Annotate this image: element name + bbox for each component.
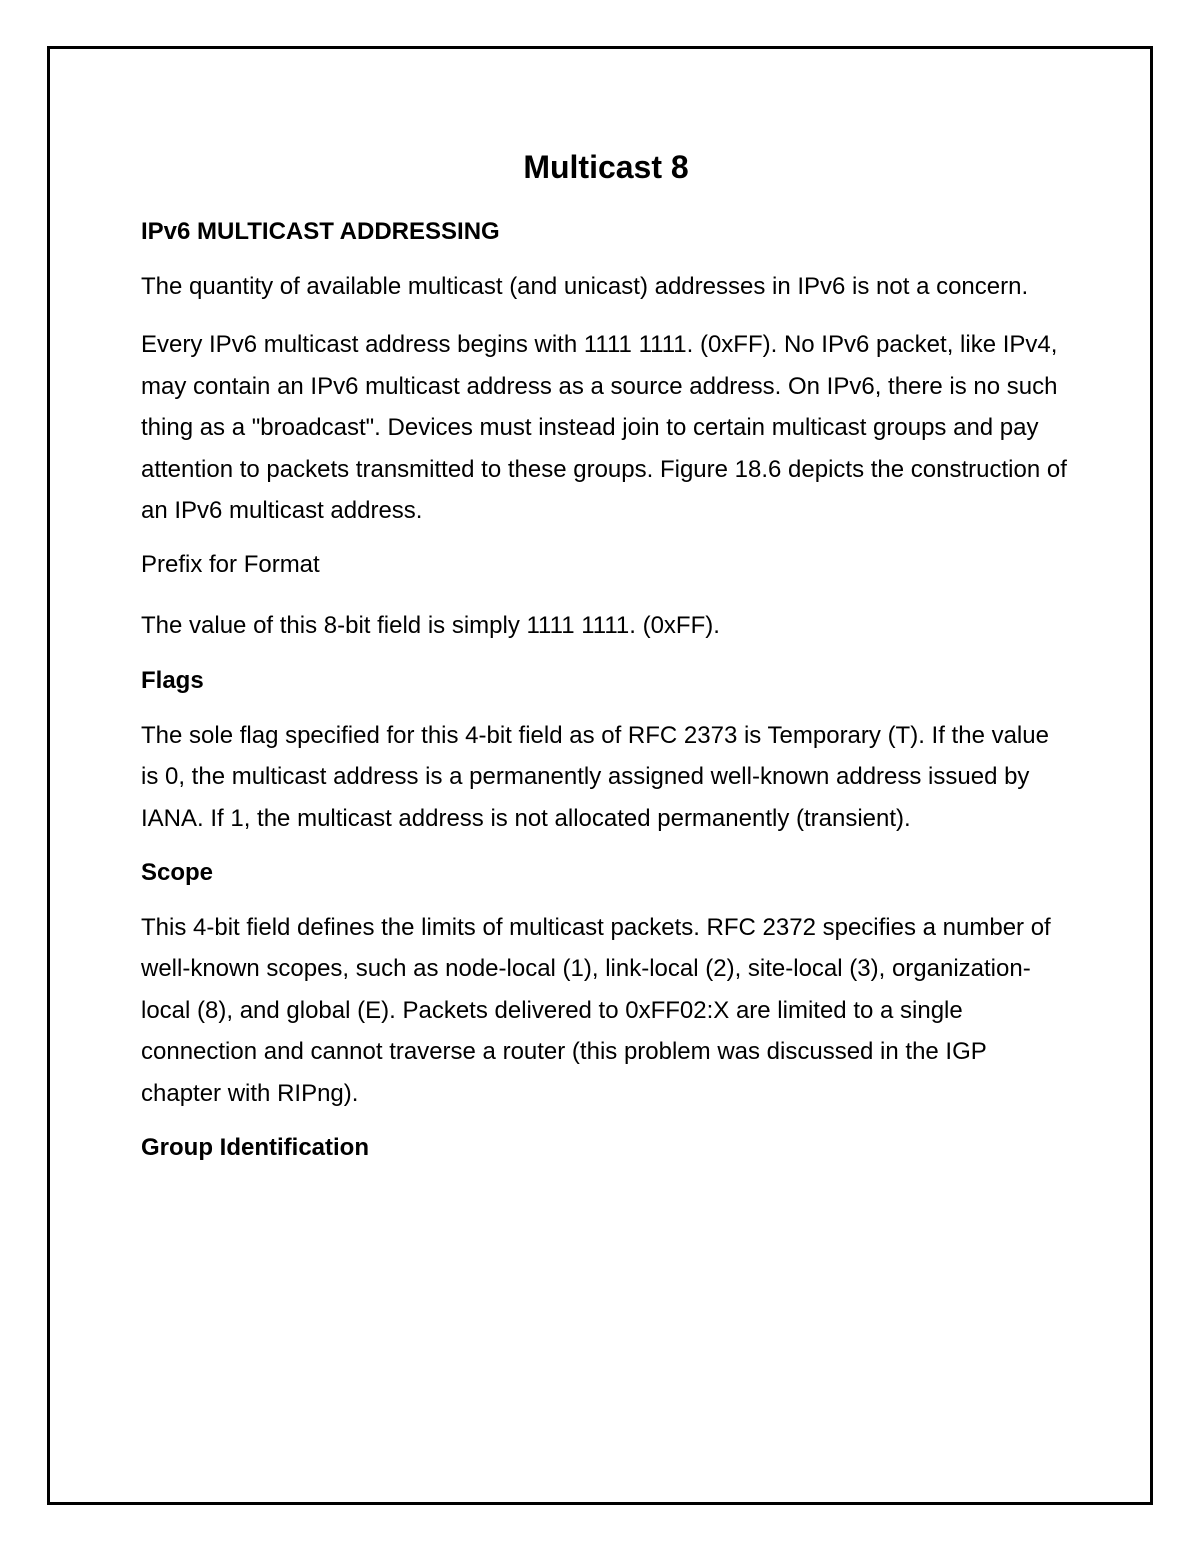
- multicast-address-paragraph: Every IPv6 multicast address begins with 1111 1111. (0xFF). No IPv6 packet, like IPv4, may contain an IPv6 multicast address as a source address. On IPv6, there is no such thing as a "broadcast". Devices must instead join to certain multicast groups and pay attention to packets transmitted to these groups. Figure 18.6 depicts the construction of an IPv6 multicast address.: [141, 331, 1067, 525]
- group-identification-heading: Group Identification: [141, 1134, 369, 1162]
- page-title: Multicast 8: [523, 149, 689, 185]
- section-heading: IPv6 MULTICAST ADDRESSING: [141, 218, 500, 245]
- intro-paragraph: The quantity of available multicast (and unicast) addresses in IPv6 is not a concern.: [141, 273, 1029, 300]
- prefix-format-paragraph: The value of this 8-bit field is simply 1111 1111. (0xFF).: [141, 612, 720, 640]
- scope-heading: Scope: [141, 859, 214, 887]
- flags-paragraph: The sole flag specified for this 4-bit field as of RFC 2373 is Temporary (T). If the value is 0, the multicast address is a permanently assigned well-known address issued by IANA. If 1, the multicast address is not allocated permanently (transient).: [141, 721, 1049, 832]
- prefix-format-label: Prefix for Format: [141, 551, 320, 579]
- scope-paragraph: This 4-bit field defines the limits of multicast packets. RFC 2372 specifies a number of well-known scopes, such as node-local (1), link-local (2), site-local (3), organization-local (8), and global (E). Packets delivered to 0xFF02:X are limited to a single connection and cannot traverse a router (this problem was discussed in the IGP chapter with RIPng).: [141, 914, 1051, 1107]
- document-content: [141, 145, 1071, 1182]
- flags-heading: Flags: [141, 666, 204, 694]
